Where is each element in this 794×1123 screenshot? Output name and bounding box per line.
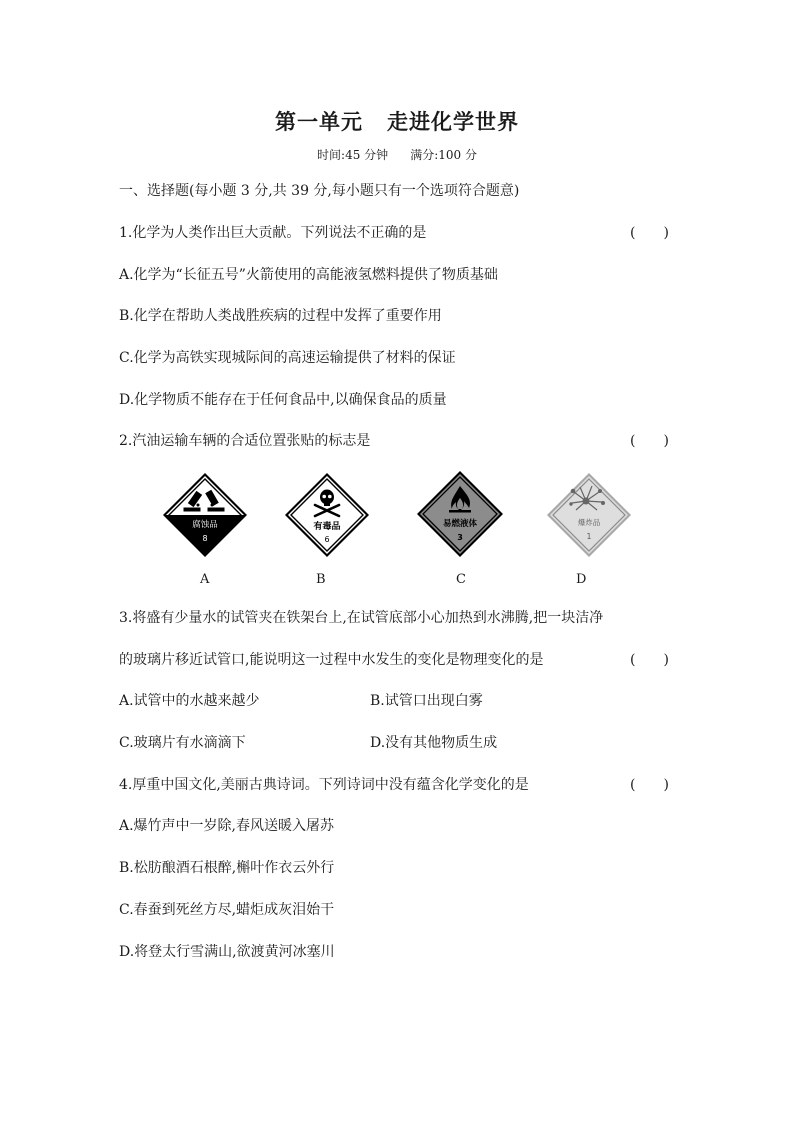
- q4-option-a: A.爆竹声中一岁除,春风送暖入屠苏: [119, 818, 335, 834]
- corrosive-sign-icon: [162, 472, 248, 558]
- q4-answer-blank[interactable]: ( ): [630, 777, 669, 793]
- q3-option-b: B.试管口出现白雾: [370, 693, 483, 709]
- sign-d-number: 1: [586, 532, 592, 541]
- sign-b-number: 6: [324, 535, 330, 544]
- q2-stem: 2.汽油运输车辆的合适位置张贴的标志是: [119, 433, 371, 449]
- q4-option-c: C.春蚕到死丝方尽,蜡炬成灰泪始干: [119, 902, 335, 918]
- q3-option-c: C.玻璃片有水滴滴下: [119, 735, 246, 751]
- section-heading: 一、选择题(每小题 3 分,共 39 分,每小题只有一个选项符合题意): [119, 183, 520, 199]
- sign-a-number: 8: [202, 534, 208, 543]
- q3-stem-line2: 的玻璃片移近试管口,能说明这一过程中水发生的变化是物理变化的是: [119, 652, 544, 668]
- sign-d-text: 爆炸品: [577, 518, 601, 527]
- q4-stem: 4.厚重中国文化,美丽古典诗词。下列诗词中没有蕴含化学变化的是: [119, 777, 529, 793]
- q3-stem-line1: 3.将盛有少量水的试管夹在铁架台上,在试管底部小心加热到水沸腾,把一块洁净: [119, 610, 604, 626]
- title-unit: 第一单元: [275, 109, 363, 134]
- flammable-liquid-sign-icon: [416, 470, 504, 558]
- q1-option-c: C.化学为高铁实现城际间的高速运输提供了材料的保证: [119, 350, 456, 366]
- sign-b-text: 有毒品: [313, 522, 341, 532]
- q2-answer-blank[interactable]: ( ): [630, 433, 669, 449]
- exam-time: 时间:45 分钟: [317, 148, 389, 162]
- title-topic: 走进化学世界: [387, 109, 519, 134]
- sign-c-number: 3: [457, 533, 463, 542]
- sign-d-label: D: [576, 572, 587, 587]
- explosive-sign-icon: [546, 472, 632, 558]
- sign-c-label: C: [456, 572, 466, 587]
- q1-option-d: D.化学物质不能存在于任何食品中,以确保食品的质量: [119, 392, 447, 408]
- sign-a-text: 腐蚀品: [192, 520, 218, 530]
- page-title: [0, 106, 794, 136]
- exam-score: 满分:100 分: [410, 148, 477, 162]
- q3-option-a: A.试管中的水越来越少: [119, 693, 260, 709]
- sign-a-label: A: [200, 572, 210, 587]
- q3-option-d: D.没有其他物质生成: [370, 735, 498, 751]
- q3-answer-blank[interactable]: ( ): [630, 652, 669, 668]
- sign-b-label: B: [316, 572, 326, 587]
- q1-stem: 1.化学为人类作出巨大贡献。下列说法不正确的是: [119, 225, 427, 241]
- q4-option-d: D.将登太行雪满山,欲渡黄河冰塞川: [119, 944, 335, 960]
- q1-option-a: A.化学为“长征五号”火箭使用的高能液氢燃料提供了物质基础: [119, 267, 498, 283]
- q1-answer-blank[interactable]: ( ): [630, 225, 669, 241]
- q1-option-b: B.化学在帮助人类战胜疾病的过程中发挥了重要作用: [119, 308, 442, 324]
- exam-info: [0, 146, 794, 163]
- toxic-sign-icon: [284, 472, 370, 558]
- sign-c-text: 易燃液体: [442, 519, 478, 529]
- q4-option-b: B.松肪酿酒石根醉,槲叶作衣云外行: [119, 860, 335, 876]
